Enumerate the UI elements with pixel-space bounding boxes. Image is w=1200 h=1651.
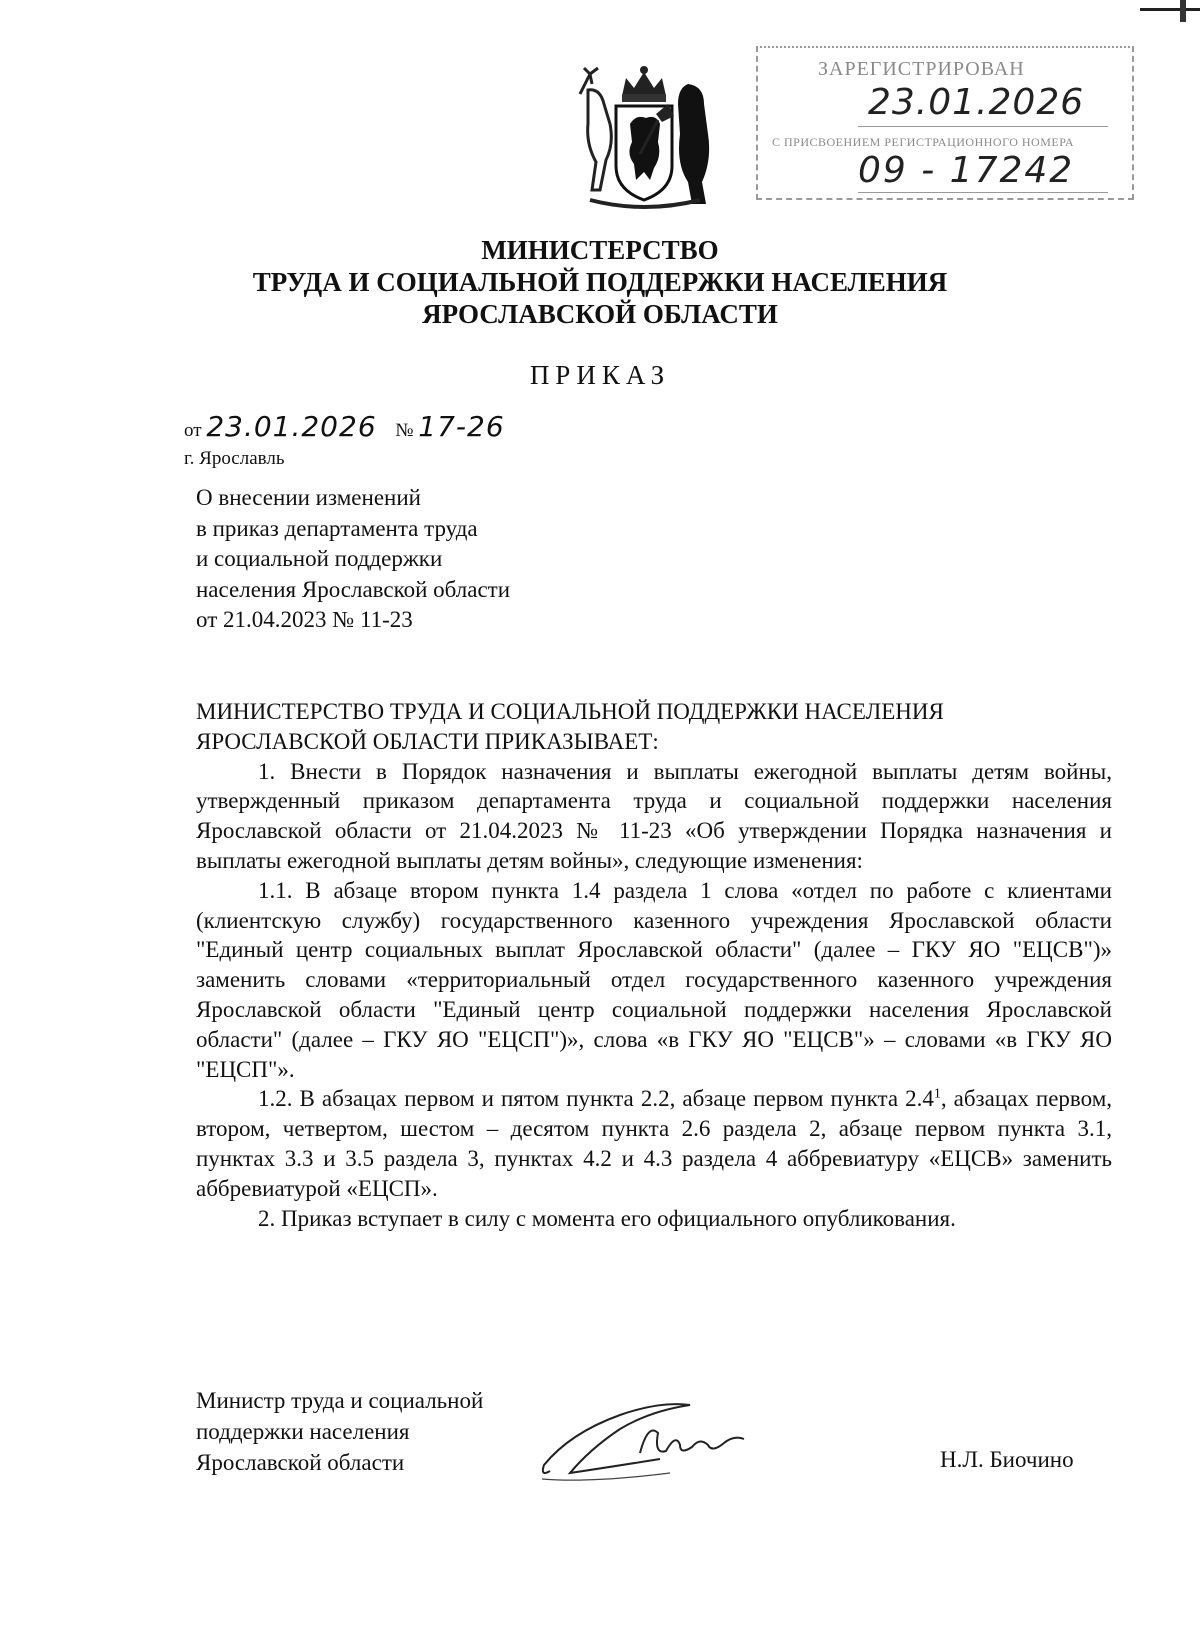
- paragraph-item-1-1: 1.1. В абзаце втором пункта 1.4 раздела 1 слова «отдел по работе с клиентами (клиентскую службу) государственного казенного учреждения Ярославской области "Единый центр социальных выплат Ярославской области" (далее – ГКУ ЯО "ЕЦСВ")» заменить словами «территориальный отдел государственного казенного учреждения Ярославской области "Единый центр социальной поддержки населения Ярославской области" (далее – ГКУ ЯО "ЕЦСП")», слова «в ГКУ ЯО "ЕЦСВ"» – словами «в ГКУ ЯО "ЕЦСП"».: [196, 877, 1112, 1082]
- scan-edge-mark: [1180, 0, 1186, 22]
- stamp-caption: С ПРИСВОЕНИЕМ РЕГИСТРАЦИОННОГО НОМЕРА: [772, 135, 1075, 149]
- paragraph-item-1-2: [196, 1084, 1112, 1203]
- stamp-registration-number: 09 - 17242: [858, 150, 1075, 191]
- document-type: ПРИКАЗ: [529, 360, 671, 390]
- paragraph-item-1: 1. Внести в Порядок назначения и выплаты ежегодной выплаты детям войны, утвержденный приказом департамента труда и социальной поддержки населения Ярославской области от 21.04.2023 № 11-23 «Об утверждении Порядка назначения и выплаты ежегодной выплаты детям войны», следующие изменения:: [196, 758, 1112, 873]
- city: г. Ярославль: [184, 448, 285, 469]
- subject-line: от 21.04.2023 № 11-23: [196, 607, 413, 632]
- from-label: от: [184, 420, 202, 441]
- subject-line: О внесении изменений: [196, 485, 421, 510]
- ministry-title-line: ЯРОСЛАВСКОЙ ОБЛАСТИ: [422, 299, 778, 329]
- ministry-title-line: ТРУДА И СОЦИАЛЬНОЙ ПОДДЕРЖКИ НАСЕЛЕНИЯ: [252, 267, 948, 297]
- ministry-title-line: МИНИСТЕРСТВО: [481, 235, 719, 265]
- paragraph-item-2: 2. Приказ вступает в силу с момента его официального опубликования.: [258, 1205, 956, 1231]
- number-label: №: [395, 420, 414, 441]
- signer-name: Н.Л. Биочино: [940, 1447, 1074, 1472]
- order-body: [196, 697, 1112, 1233]
- preamble: МИНИСТЕРСТВО ТРУДА И СОЦИАЛЬНОЙ ПОДДЕРЖКИ НАСЕЛЕНИЯ ЯРОСЛАВСКОЙ ОБЛАСТИ ПРИКАЗЫВАЕТ:: [196, 699, 944, 754]
- stamp-title: ЗАРЕГИСТРИРОВАН: [818, 58, 1025, 80]
- signer-position-line: поддержки населения: [196, 1419, 410, 1444]
- item-1-2-text: , абзацах первом, втором, четвертом, шестом – десятом пункта 2.6 раздела 2, абзаце первом пункта 3.1, пунктах 3.3 и 3.5 раздела 3, пунктах 4.2 и 4.3 раздела 4 аббревиатуру «ЕЦСВ» заменить аббревиатурой «ЕЦСП».: [196, 1086, 1112, 1201]
- signer-position-line: Ярославской области: [196, 1450, 405, 1475]
- registration-stamp: [756, 46, 1134, 200]
- stamp-date: 23.01.2026: [868, 82, 1085, 123]
- superscript-index: 1: [933, 1086, 941, 1102]
- item-1-2-text: 1.2. В абзацах первом и пятом пункта 2.2, абзаце первом пункта 2.4: [258, 1086, 934, 1112]
- ministry-title: [0, 234, 1200, 330]
- stamp-underline: [858, 126, 1108, 127]
- subject-line: в приказ департамента труда: [196, 515, 478, 541]
- scan-corner-mark: [1140, 0, 1200, 11]
- order-number: 17-26: [418, 410, 505, 443]
- handwritten-signature: [530, 1393, 770, 1483]
- subject-line: населения Ярославской области: [196, 576, 511, 602]
- order-dateline: [184, 410, 505, 443]
- order-date: 23.01.2026: [206, 410, 377, 443]
- signer-position: [196, 1385, 483, 1478]
- stamp-underline: [858, 192, 1108, 193]
- order-subject: [196, 483, 510, 636]
- coat-of-arms-emblem: [570, 64, 718, 214]
- subject-line: и социальной поддержки: [196, 546, 443, 571]
- signer-position-line: Министр труда и социальной: [196, 1388, 484, 1413]
